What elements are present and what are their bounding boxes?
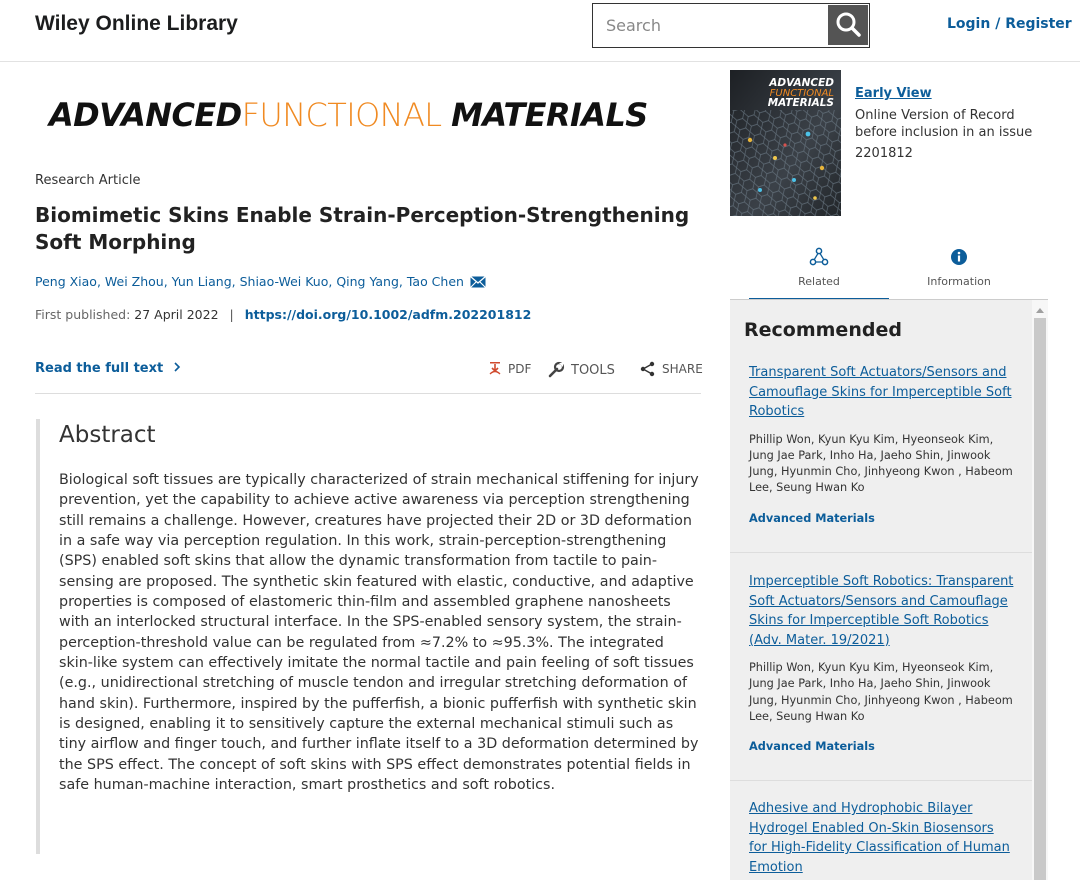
recommended-title-link[interactable]: Adhesive and Hydrophobic Bilayer Hydrogel Enabled On-Skin Biosensors for High-Fidelity Classification of Human Emotion [749,801,1010,875]
journal-name-part3: MATERIALS [451,96,648,134]
tab-related-label: Related [798,275,840,288]
email-icon[interactable] [470,276,486,291]
pdf-label: PDF [508,361,532,376]
tools-label: TOOLS [571,362,615,378]
related-network-icon [809,247,829,267]
search-input[interactable] [593,4,827,47]
scrollbar-thumb[interactable] [1034,318,1046,880]
list-item [749,572,1015,753]
cover-title-line1: ADVANCED [769,77,834,89]
issue-description: Online Version of Record before inclusion in an issue [855,108,1033,140]
list-divider [730,552,1032,553]
tools-button[interactable] [547,361,615,379]
list-divider [730,780,1032,781]
abstract-heading: Abstract [59,422,156,448]
doi-link[interactable]: https://doi.org/10.1002/adfm.202201812 [244,307,532,322]
separator: | [229,307,234,322]
first-published-label: First published: [35,307,131,322]
abstract-accent-bar [36,419,40,854]
recommended-authors: Phillip Won, Kyun Kyu Kim, Hyeonseok Kim, Jung Jae Park, Inho Ha, Jaeho Shin, Jinwook Jung, Hyunmin Cho, Jinhyeong Kwon , Habeom Lee, Seung Hwan Ko [749,661,1013,723]
recommended-heading: Recommended [744,319,902,341]
cover-title-line3: MATERIALS [767,97,834,109]
recommended-journal-link[interactable]: Advanced Materials [749,511,875,525]
read-full-text-link[interactable] [35,361,182,376]
recommended-title-link[interactable]: Imperceptible Soft Robotics: Transparent Soft Actuators/Sensors and Camouflage Skins for Imperceptible Soft Robotics (Adv. Mater. 19/2021) [749,574,1014,648]
abstract-text: Biological soft tissues are typically characterized of strain mechanical stiffening for injury prevention, yet the capability to achieve active awareness via perception strengthening still remains a challenge. However, creatures have projected their 2D or 3D deformation in a safe way via perception regulation. In this work, strain-perception-strengthening (SPS) enabled soft skins that allow the dynamic transformation from tactile to pain-sensing are proposed. The synthetic skin featured with elastic, conductive, and adaptive properties is composed of elastomeric thin-film and assembled graphene nanosheets with an interlocked structural interface. In the SPS-enabled sensory system, the strain-perception-threshold value can be regulated from ≈7.2% to ≈95.3%. The integrated skin-like system can effectively imitate the normal tactile and pain feeling of soft tissues (e.g., unidirectional stretching of muscle tendon and irregular stretching deformation of hand skin). Furthermore, inspired by the pufferfish, a bionic pufferfish with synthetic skin is designed, enabling it to sensitively capture the external mechanical stimuli such as tiny airflow and finger touch, and further inflate itself to a 3D deformation determined by the SPS effect. The concept of soft skins with SPS effect demonstrates potential fields in safe human-machine interaction, smart prosthetics and soft robotics. [59,472,699,794]
recommended-authors: Phillip Won, Kyun Kyu Kim, Hyeonseok Kim, Jung Jae Park, Inho Ha, Jaeho Shin, Jinwook Jung, Hyunmin Cho, Jinhyeong Kwon , Habeom Lee, Seung Hwan Ko [749,432,1013,495]
search-box [592,3,870,48]
share-icon [640,361,656,377]
cover-title-line2: FUNCTIONAL [769,88,834,99]
early-view-link[interactable]: Early View [855,86,932,101]
journal-cover-image[interactable] [730,70,841,216]
chevron-right-icon [172,361,182,373]
content-divider [35,393,701,394]
login-register-link[interactable]: Login / Register [947,16,1072,32]
first-published-date: 27 April 2022 [134,307,219,322]
issue-number: 2201812 [855,146,913,161]
wrench-icon [547,361,565,379]
info-icon [949,247,969,267]
read-full-text-label: Read the full text [35,361,164,376]
search-button[interactable] [828,5,868,45]
scroll-up-arrow-icon[interactable] [1036,308,1044,313]
site-title[interactable]: Wiley Online Library [35,12,238,35]
authors-text[interactable]: Peng Xiao, Wei Zhou, Yun Liang, Shiao-Wei Kuo, Qing Yang, Tao Chen [35,274,464,289]
pdf-icon [488,361,502,376]
article-title: Biomimetic Skins Enable Strain-Perception-Strengthening Soft Morphing [35,203,690,254]
recommended-title-link[interactable]: Transparent Soft Actuators/Sensors and Camouflage Skins for Imperceptible Soft Robotics [749,365,1012,419]
top-header [0,0,1080,62]
journal-logo[interactable] [49,95,648,135]
tab-information-label: Information [927,275,991,288]
tab-information[interactable] [889,244,1029,302]
recommended-journal-link[interactable]: Advanced Materials [749,740,875,754]
share-label: SHARE [662,362,703,376]
author-list [35,274,486,291]
journal-name-part2: FUNCTIONAL [241,96,442,134]
tab-related[interactable] [749,244,889,301]
recommended-panel [730,300,1032,880]
share-button[interactable] [640,361,703,377]
search-icon [828,5,868,45]
article-type: Research Article [35,173,141,188]
publication-info [35,307,531,322]
journal-name-part1: ADVANCED [49,96,242,134]
list-item [749,363,1015,525]
pdf-button[interactable] [488,361,531,376]
list-item [749,799,1015,877]
